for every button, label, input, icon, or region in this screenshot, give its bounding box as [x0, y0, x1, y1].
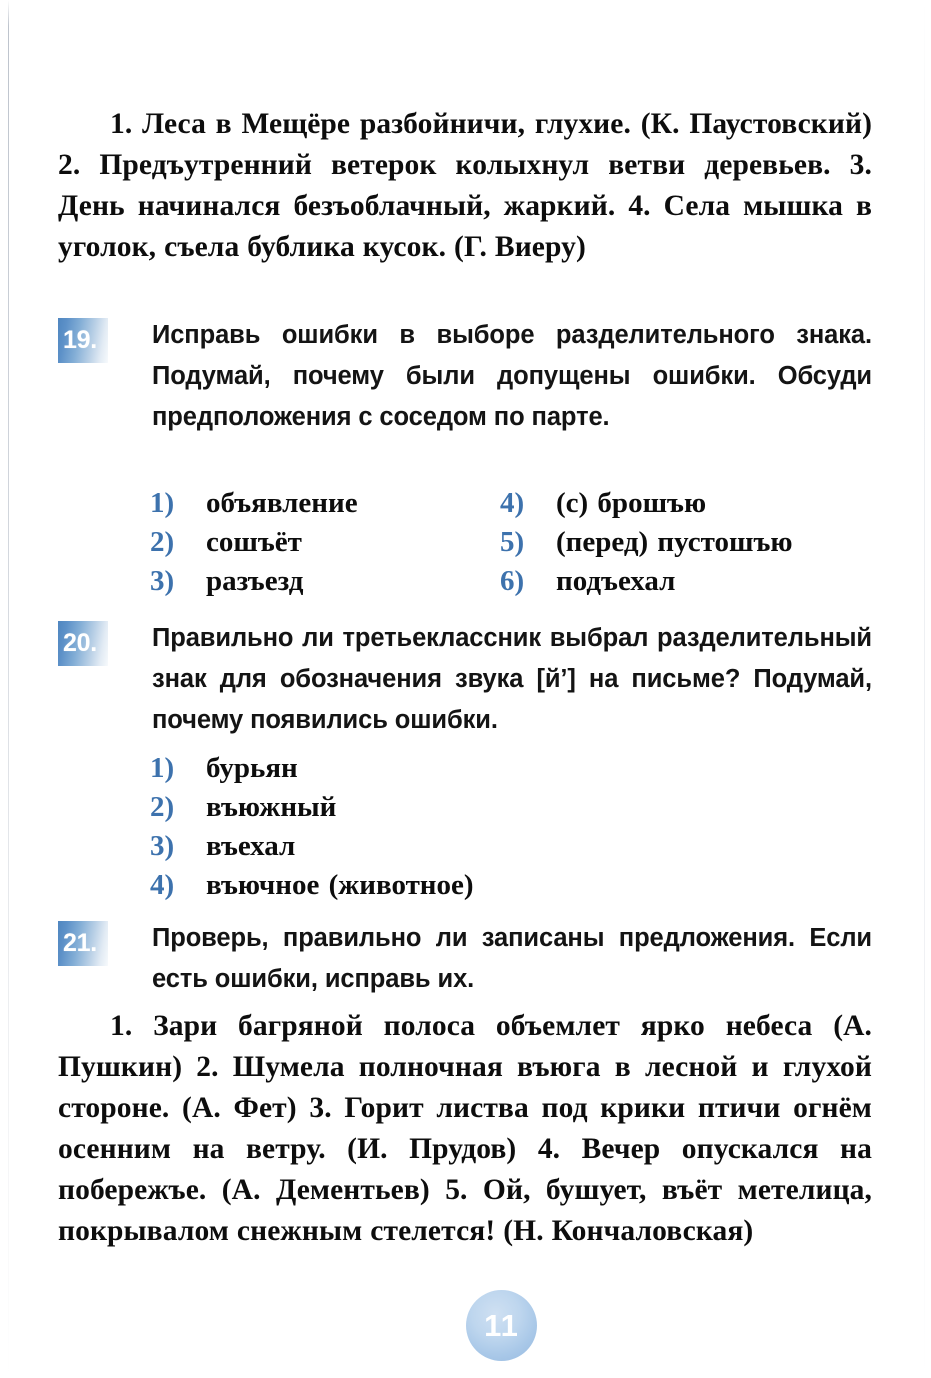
list-item[interactable]: [500, 562, 793, 601]
list-item[interactable]: [150, 484, 358, 523]
exercise-21-passage-text: 1. Зари багряной полоса объемлет ярко небеса (А. Пушкин) 2. Шумела полночная въюга в лесной и глухой стороне. (А. Фет) 3. Горит листва под крики птичи огнём осенним на ветру. (И. Прудов) 4. Вечер опускался на побережъе. (А. Дементьев) 5. Ой, бушует, въёт метелица, покрывалом снежным стелется! (Н. Кончаловская): [58, 1010, 872, 1247]
list-item[interactable]: [500, 523, 793, 562]
top-passage-text: 1. Леса в Мещёре разбойничи, глухие. (К. Паустовский) 2. Предъутренний ветерок колыхнул ветви деревьев. 3. День начинался безъоблачный, жаркий. 4. Села мышка в уголок, съела бублика кусок. (Г. Виеру): [58, 108, 872, 263]
list-item-word: въюжный: [206, 791, 337, 823]
list-item-word: разъезд: [206, 565, 304, 597]
exercise-19-number-badge: 19.: [58, 318, 108, 363]
list-item[interactable]: [150, 749, 474, 788]
list-item[interactable]: [500, 484, 793, 523]
list-item[interactable]: [150, 523, 358, 562]
list-item-word: въючное (животное): [206, 869, 474, 901]
list-item-word: (с) брошъю: [556, 487, 707, 519]
list-item-number: 5): [500, 526, 525, 558]
top-passage: [58, 104, 872, 268]
word-list-column-2: [500, 484, 793, 601]
list-item-word: объявление: [206, 487, 358, 519]
list-item[interactable]: [150, 866, 474, 905]
exercise-21-passage: [58, 1006, 872, 1252]
exercise-20-instruction: Правильно ли третьеклассник выбрал разделительный знак для обозначения звука [й’] на письме? Подумай, почему появились ошибки.: [152, 624, 872, 734]
list-item-number: 2): [150, 791, 175, 823]
exercise-19-instruction: Исправь ошибки в выборе разделительного знака. Подумай, почему были допущены ошибки. Обсуди предположения с соседом по парте.: [152, 321, 872, 431]
exercise-19-word-list: [58, 484, 872, 604]
list-item[interactable]: [150, 827, 474, 866]
list-item[interactable]: [150, 562, 358, 601]
list-item-word: бурьян: [206, 752, 298, 784]
scan-edge-right: [924, 0, 925, 1378]
exercise-21-instruction: Проверь, правильно ли записаны предложения. Если есть ошибки, исправь их.: [152, 924, 872, 993]
word-list-column-1: [150, 484, 358, 601]
list-item-number: 1): [150, 487, 175, 519]
list-item-word: въехал: [206, 830, 296, 862]
list-item-word: подъехал: [556, 565, 676, 597]
exercise-19: [58, 315, 872, 438]
exercise-20: [58, 618, 872, 741]
list-item-number: 4): [500, 487, 525, 519]
list-item-number: 6): [500, 565, 525, 597]
exercise-21: [58, 918, 872, 1000]
list-item-number: 3): [150, 565, 175, 597]
list-item-number: 1): [150, 752, 175, 784]
list-item[interactable]: [150, 788, 474, 827]
exercise-20-number-badge: 20.: [58, 621, 108, 666]
word-list-column-1: [150, 749, 474, 905]
list-item-number: 2): [150, 526, 175, 558]
list-item-number: 3): [150, 830, 175, 862]
page-number: 11: [466, 1290, 537, 1361]
exercise-20-word-list: [58, 749, 872, 909]
exercise-21-number-badge: 21.: [58, 921, 108, 966]
list-item-word: (перед) пустошъю: [556, 526, 793, 558]
list-item-word: сошъёт: [206, 526, 302, 558]
list-item-number: 4): [150, 869, 175, 901]
scan-edge-left: [8, 0, 9, 1378]
